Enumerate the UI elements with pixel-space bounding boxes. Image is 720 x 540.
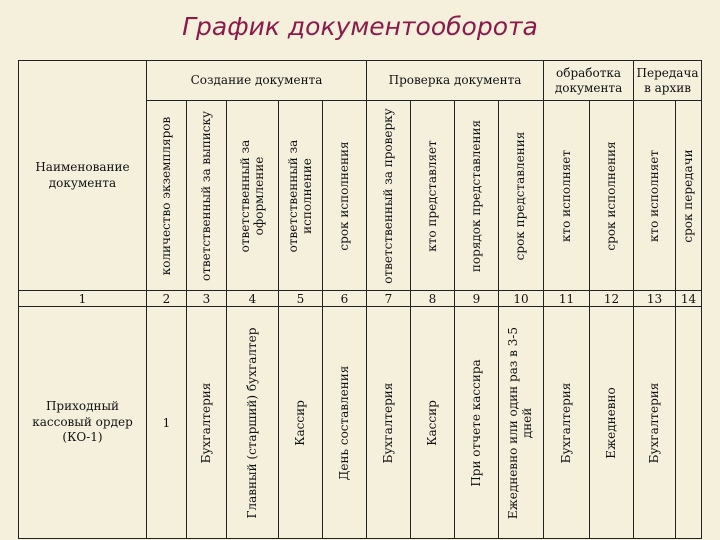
- header-order: порядок представления: [455, 101, 499, 291]
- header-archive-term: срок передачи: [676, 101, 702, 291]
- col-number: 2: [147, 291, 187, 307]
- group-archive: Передача в архив: [634, 61, 702, 101]
- row-copies: 1: [147, 307, 187, 539]
- page-title: График документооборота: [182, 12, 538, 41]
- col-number: 8: [411, 291, 455, 307]
- header-archiver: кто исполняет: [634, 101, 676, 291]
- document-flow-table: [18, 60, 702, 539]
- row-exec-term: День составления: [323, 307, 367, 539]
- header-formatter: ответственный за оформление: [227, 101, 279, 291]
- col-number: 11: [544, 291, 590, 307]
- row-archive-term: [676, 307, 702, 539]
- row-order: При отчете кассира: [455, 307, 499, 539]
- row-document-name: Приходный кассовый ордер (КО-1): [19, 307, 147, 539]
- header-document-name: Наименование документа: [19, 61, 147, 291]
- header-copies: количество экземпляров: [147, 101, 187, 291]
- col-number: 13: [634, 291, 676, 307]
- row-archiver: Бухгалтерия: [634, 307, 676, 539]
- row-process-term: Ежедневно: [590, 307, 634, 539]
- col-number: 7: [367, 291, 411, 307]
- header-process-term: срок исполнения: [590, 101, 634, 291]
- col-number: 1: [19, 291, 147, 307]
- row-presenter: Кассир: [411, 307, 455, 539]
- col-number: 5: [279, 291, 323, 307]
- row-executor: Кассир: [279, 307, 323, 539]
- col-number: 14: [676, 291, 702, 307]
- col-number: 6: [323, 291, 367, 307]
- row-checker: Бухгалтерия: [367, 307, 411, 539]
- col-number: 9: [455, 291, 499, 307]
- col-number: 12: [590, 291, 634, 307]
- row-issuer: Бухгалтерия: [187, 307, 227, 539]
- row-formatter: Главный (старший) бухгалтер: [227, 307, 279, 539]
- group-process: обработка документа: [544, 61, 634, 101]
- col-number: 10: [499, 291, 544, 307]
- col-number: 4: [227, 291, 279, 307]
- header-presenter: кто представляет: [411, 101, 455, 291]
- header-executor: ответственный за исполнение: [279, 101, 323, 291]
- group-create: Создание документа: [147, 61, 367, 101]
- group-check: Проверка документа: [367, 61, 544, 101]
- row-processor: Бухгалтерия: [544, 307, 590, 539]
- header-issuer: ответственный за выписку: [187, 101, 227, 291]
- header-exec-term: срок исполнения: [323, 101, 367, 291]
- col-number: 3: [187, 291, 227, 307]
- header-processor: кто исполняет: [544, 101, 590, 291]
- header-present-term: срок представления: [499, 101, 544, 291]
- row-present-term: Ежедневно или один раз в 3-5 дней: [499, 307, 544, 539]
- header-checker: ответственный за проверку: [367, 101, 411, 291]
